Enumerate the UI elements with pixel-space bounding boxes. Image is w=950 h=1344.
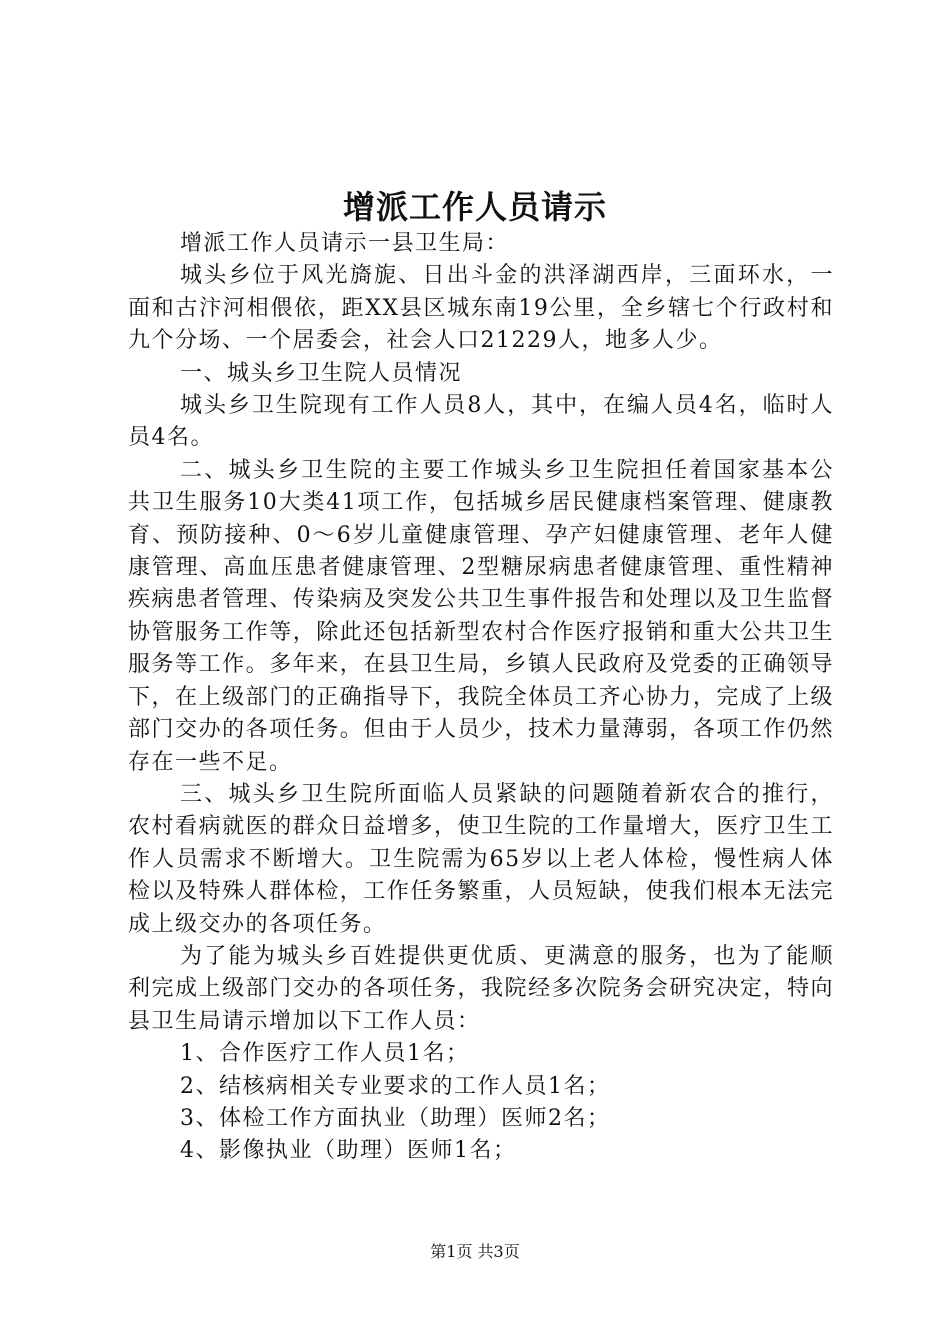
paragraph-staff-status: 城头乡卫生院现有工作人员8人，其中，在编人员4名，临时人员4名。 bbox=[128, 393, 834, 451]
list-item: 3、体检工作方面执业（助理）医师2名； bbox=[180, 1105, 611, 1131]
paragraph-salutation: 增派工作人员请示一县卫生局： bbox=[180, 231, 510, 256]
paragraph-request: 为了能为城头乡百姓提供更优质、更满意的服务，也为了能顺利完成上级部门交办的各项任务，我院经多次院务会研究决定，特向县卫生局请示增加以下工作人员： bbox=[128, 943, 834, 1034]
document-title: 增派工作人员请示 bbox=[342, 188, 607, 226]
document-body bbox=[128, 228, 834, 1168]
paragraph-section-3: 三、城头乡卫生院所面临人员紧缺的问题随着新农合的推行，农村看病就医的群众日益增多，使卫生院的工作量增大，医疗卫生工作人员需求不断增大。卫生院需为65岁以上老人体检，慢性病人体检以及特殊人群体检，工作任务繁重，人员短缺，使我们根本无法完成上级交办的各项任务。 bbox=[128, 781, 834, 937]
heading-section-1: 一、城头乡卫生院人员情况 bbox=[180, 360, 463, 386]
page-number-footer: 第1页 共3页 bbox=[430, 1242, 520, 1261]
list-item: 2、结核病相关专业要求的工作人员1名； bbox=[180, 1073, 611, 1099]
list-item: 4、影像执业（助理）医师1名； bbox=[180, 1138, 517, 1164]
paragraph-intro: 城头乡位于风光旖旎、日出斗金的洪泽湖西岸，三面环水，一面和古汴河相偎依，距XX县区城东南19公里，全乡辖七个行政村和九个分场、一个居委会，社会人口21229人，地多人少。 bbox=[128, 263, 834, 354]
list-item: 1、合作医疗工作人员1名； bbox=[180, 1041, 470, 1067]
paragraph-section-2: 二、城头乡卫生院的主要工作城头乡卫生院担任着国家基本公共卫生服务10大类41项工作，包括城乡居民健康档案管理、健康教育、预防接种、0～6岁儿童健康管理、孕产妇健康管理、老年人健康管理、高血压患者健康管理、2型糖尿病患者健康管理、重性精神疾病患者管理、传染病及突发公共卫生事件报告和处理以及卫生监督协管服务工作等，除此还包括新型农村合作医疗报销和重大公共卫生服务等工作。多年来，在县卫生局，乡镇人民政府及党委的正确领导下，在上级部门的正确指导下，我院全体员工齐心协力，完成了上级部门交办的各项任务。但由于人员少，技术力量薄弱，各项工作仍然存在一些不足。 bbox=[128, 457, 834, 775]
